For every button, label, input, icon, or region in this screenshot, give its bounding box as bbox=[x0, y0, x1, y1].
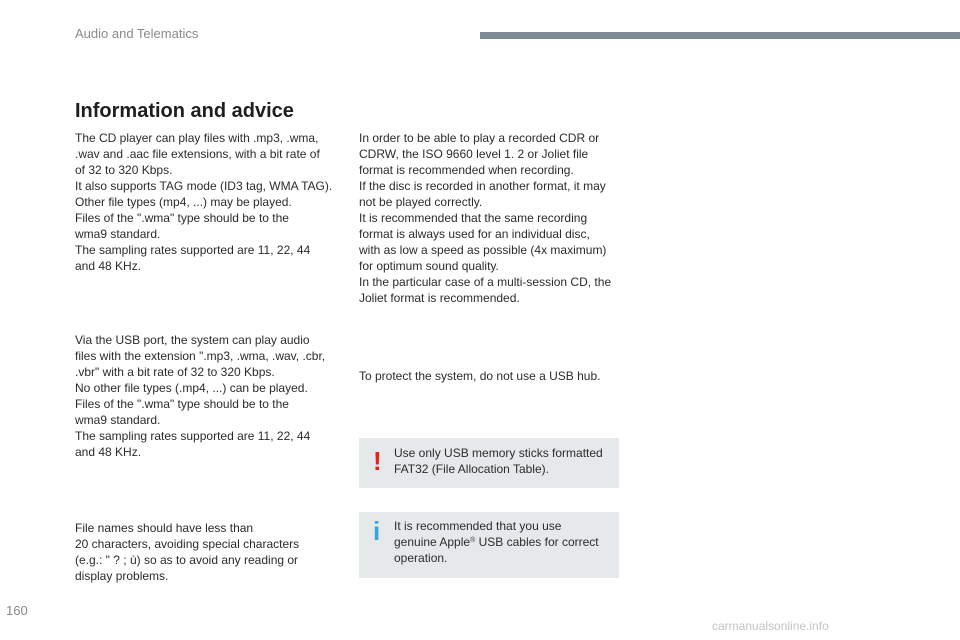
registered-mark: ® bbox=[470, 537, 476, 544]
header-accent-bar bbox=[480, 32, 960, 39]
warning-note-text bbox=[394, 445, 616, 477]
warning-note bbox=[359, 438, 619, 488]
text-line: .wav and .aac file extensions, with a bit rate of bbox=[75, 147, 320, 161]
text-line: for optimum sound quality. bbox=[359, 259, 499, 273]
header-title: Audio and Telematics bbox=[75, 26, 199, 41]
text-line: It also supports TAG mode (ID3 tag, WMA TAG). bbox=[75, 179, 333, 193]
text-line: .vbr" with a bit rate of 32 to 320 Kbps. bbox=[75, 365, 275, 379]
text-line: (e.g.: " ? ; ù) so as to avoid any reading or bbox=[75, 553, 299, 567]
text-line: Other file types (mp4, ...) may be played. bbox=[75, 195, 292, 209]
text-line: files with the extension ".mp3, .wma, .wav, .cbr, bbox=[75, 349, 326, 363]
text-line: format is always used for an individual disc, bbox=[359, 227, 590, 241]
warning-exclamation-icon: ! bbox=[373, 446, 382, 476]
watermark: carmanualsonline.info bbox=[712, 619, 829, 633]
text-line: not be played correctly. bbox=[359, 195, 483, 209]
text-line: It is recommended that the same recording bbox=[359, 211, 588, 225]
text-line: The CD player can play files with .mp3, .wma, bbox=[75, 131, 319, 145]
usb-hub-paragraph bbox=[359, 368, 631, 384]
text-line: and 48 KHz. bbox=[75, 445, 142, 459]
text-line: It is recommended that you use bbox=[394, 519, 562, 533]
text-line: To protect the system, do not use a USB hub. bbox=[359, 369, 601, 383]
text-fragment: USB cables for correct bbox=[475, 535, 599, 549]
info-note-text bbox=[394, 518, 616, 566]
page-number: 160 bbox=[6, 603, 28, 618]
text-line: wma9 standard. bbox=[75, 227, 161, 241]
text-line: FAT32 (File Allocation Table). bbox=[394, 462, 549, 476]
text-line: If the disc is recorded in another format, it may bbox=[359, 179, 606, 193]
text-line: Files of the ".wma" type should be to the bbox=[75, 397, 289, 411]
text-line bbox=[394, 534, 616, 550]
text-line: wma9 standard. bbox=[75, 413, 161, 427]
section-heading: Information and advice bbox=[75, 100, 294, 122]
text-line: 20 characters, avoiding special characters bbox=[75, 537, 300, 551]
text-line: The sampling rates supported are 11, 22, 44 bbox=[75, 429, 311, 443]
text-line: Via the USB port, the system can play audio bbox=[75, 333, 310, 347]
text-line: No other file types (.mp4, ...) can be played. bbox=[75, 381, 308, 395]
text-line: Use only USB memory sticks formatted bbox=[394, 446, 603, 460]
usb-port-paragraph bbox=[75, 332, 347, 460]
text-line: The sampling rates supported are 11, 22, 44 bbox=[75, 243, 311, 257]
text-line: Joliet format is recommended. bbox=[359, 291, 520, 305]
text-line: operation. bbox=[394, 551, 448, 565]
text-line: with as low a speed as possible (4x maximum) bbox=[359, 243, 607, 257]
text-line: In order to be able to play a recorded CDR or bbox=[359, 131, 600, 145]
text-line: CDRW, the ISO 9660 level 1. 2 or Joliet file bbox=[359, 147, 589, 161]
text-line: format is recommended when recording. bbox=[359, 163, 574, 177]
cd-player-paragraph bbox=[75, 130, 347, 274]
text-line: File names should have less than bbox=[75, 521, 254, 535]
info-i-icon: i bbox=[373, 516, 381, 546]
text-line: Files of the ".wma" type should be to the bbox=[75, 211, 289, 225]
info-note bbox=[359, 512, 619, 578]
cdr-format-paragraph bbox=[359, 130, 631, 306]
text-fragment: genuine Apple bbox=[394, 535, 471, 549]
text-line: In the particular case of a multi-session CD, the bbox=[359, 275, 612, 289]
text-line: of 32 to 320 Kbps. bbox=[75, 163, 173, 177]
text-line: display problems. bbox=[75, 569, 169, 583]
file-names-paragraph bbox=[75, 520, 347, 584]
text-line: and 48 KHz. bbox=[75, 259, 142, 273]
